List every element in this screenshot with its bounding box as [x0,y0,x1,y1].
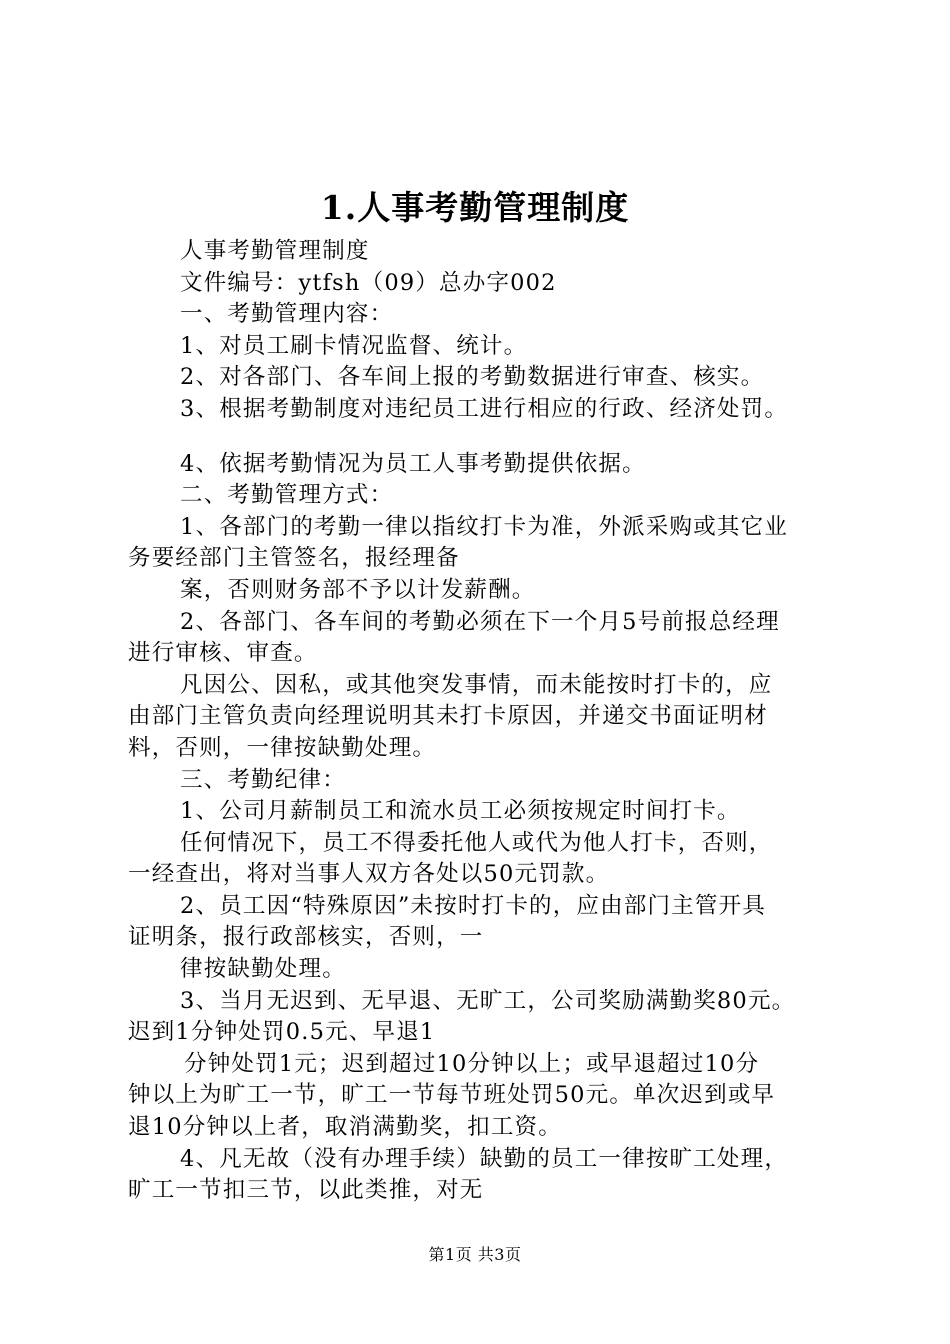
section-heading: 二、考勤管理方式： [180,482,394,509]
text-line: 迟到1分钟处罚0.5元、早退1 [128,1019,436,1046]
text-line: 2、对各部门、各车间上报的考勤数据进行审查、核实。 [180,364,765,391]
text-line: 人事考勤管理制度 [180,238,370,264]
text-line: 凡因公、因私，或其他突发事情，而未能按时打卡的，应 [180,671,773,698]
text-line: 4、依据考勤情况为员工人事考勤提供依据。 [180,450,646,477]
text-line: 4、凡无故（没有办理手续）缺勤的员工一律按旷工处理， [180,1145,789,1172]
text-line: 退10分钟以上者，取消满勤奖，扣工资。 [128,1114,562,1141]
text-line: 进行审核、审查。 [128,640,318,667]
text-line: 旷工一节扣三节，以此类推，对无 [128,1177,484,1204]
text-line: 3、根据考勤制度对违纪员工进行相应的行政、经济处罚。 [180,395,789,422]
text-line: 钟以上为旷工一节，旷工一节每节班处罚50元。单次迟到或早 [128,1082,776,1109]
text-line: 料，否则，一律按缺勤处理。 [128,734,437,761]
document-body [128,236,843,1207]
document-title: 1.人事考勤管理制度 [320,188,630,227]
text-line: 2、员工因“特殊原因”未按时打卡的，应由部门主管开具 [180,892,767,919]
text-line: 一经查出，将对当事人双方各处以50元罚款。 [128,861,610,888]
paragraph-gap [128,426,843,449]
section-heading: 三、考勤纪律： [180,766,346,793]
text-line: 任何情况下，员工不得委托他人或代为他人打卡，否则， [180,829,773,856]
text-line: 文件编号：ytfsh（09）总办字002 [180,269,557,296]
text-line: 务要经部门主管签名，报经理备 [128,545,460,572]
text-line: 1、各部门的考勤一律以指纹打卡为准，外派采购或其它业 [180,513,789,540]
text-line: 律按缺勤处理。 [180,956,346,983]
text-line: 1、对员工刷卡情况监督、统计。 [180,332,528,359]
text-line: 1、公司月薪制员工和流水员工必须按规定时间打卡。 [180,798,741,825]
text-line: 案，否则财务部不予以计发薪酬。 [180,576,536,603]
text-line: 2、各部门、各车间的考勤必须在下一个月5号前报总经理 [180,608,780,635]
text-line: 由部门主管负责向经理说明其未打卡原因，并递交书面证明材 [128,703,768,730]
text-line: 分钟处罚1元；迟到超过10分钟以上；或早退超过10分 [184,1050,760,1077]
section-heading: 一、考勤管理内容： [180,301,394,328]
text-line: 3、当月无迟到、无早退、无旷工，公司奖励满勤奖80元。 [180,987,796,1014]
page-footer: 第1页 共3页 [428,1245,522,1264]
text-line: 证明条，报行政部核实，否则，一 [128,924,484,951]
